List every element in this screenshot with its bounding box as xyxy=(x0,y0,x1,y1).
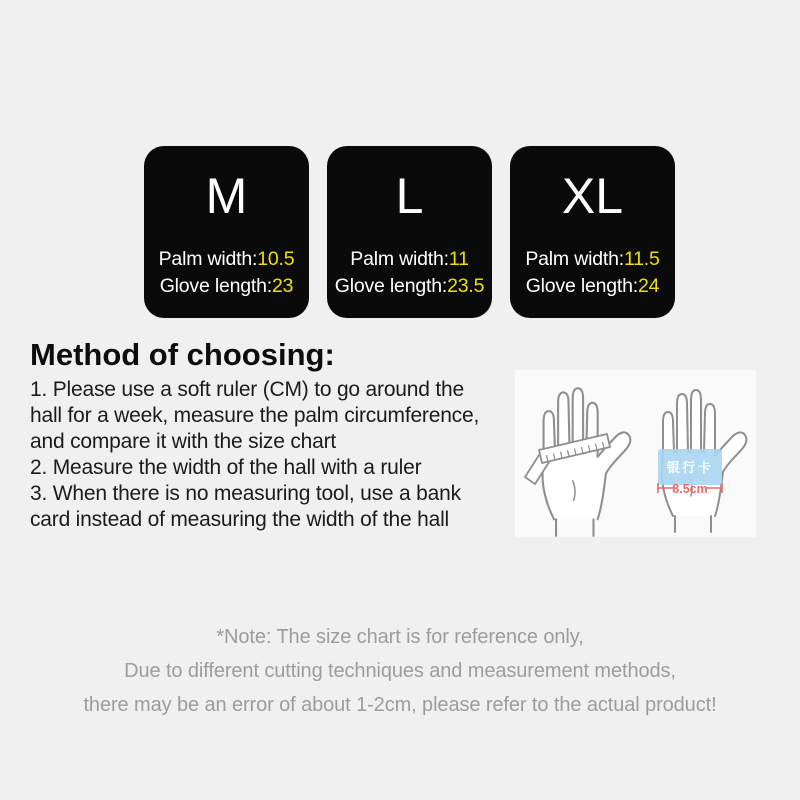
method-steps xyxy=(30,377,479,533)
step-line: hall for a week, measure the palm circumference, xyxy=(30,404,480,427)
size-letter: M xyxy=(205,168,248,224)
spec-value: 23.5 xyxy=(447,275,485,297)
spec-value: 11 xyxy=(448,248,469,270)
size-specs xyxy=(327,246,492,300)
size-card-xl xyxy=(510,146,675,318)
spec-line-glove-length xyxy=(510,273,675,300)
spec-line-palm-width xyxy=(510,246,675,273)
size-card-l xyxy=(327,146,492,318)
hands-diagram-icon xyxy=(515,370,756,537)
spec-label: Palm width: xyxy=(350,248,449,270)
spec-line-glove-length xyxy=(144,273,309,300)
note-line: *Note: The size chart is for reference only, xyxy=(216,626,584,648)
method-heading: Method of choosing: xyxy=(30,337,335,372)
spec-label: Palm width: xyxy=(525,248,624,270)
spec-label: Glove length: xyxy=(525,275,638,297)
size-letter: XL xyxy=(561,168,624,224)
spec-label: Glove length: xyxy=(159,275,272,297)
spec-line-glove-length xyxy=(327,273,492,300)
step-line: card instead of measuring the width of the hall xyxy=(30,508,450,531)
size-cards-row xyxy=(144,146,675,318)
hand-with-ruler-icon xyxy=(543,388,631,536)
bank-card-label: 银行卡 xyxy=(666,460,714,475)
step-line: 1. Please use a soft ruler (CM) to go around the xyxy=(30,378,464,401)
step-line: and compare it with the size chart xyxy=(30,430,337,453)
size-card-m xyxy=(144,146,309,318)
spec-value: 23 xyxy=(272,275,294,297)
note-line: Due to different cutting techniques and measurement methods, xyxy=(124,660,676,682)
step-line: 3. When there is no measuring tool, use a bank xyxy=(30,482,461,505)
spec-label: Glove length: xyxy=(334,275,448,297)
spec-line-palm-width xyxy=(144,246,309,273)
method-section xyxy=(30,336,479,533)
measure-value: 8.5cm xyxy=(672,482,708,496)
hand-measurement-illustration xyxy=(515,370,756,537)
size-specs xyxy=(510,246,675,300)
size-letter: L xyxy=(395,168,424,224)
spec-value: 10.5 xyxy=(257,248,295,270)
spec-line-palm-width xyxy=(327,246,492,273)
spec-value: 11.5 xyxy=(623,248,660,270)
reference-note xyxy=(0,620,800,722)
spec-value: 24 xyxy=(638,275,660,297)
note-line: there may be an error of about 1-2cm, please refer to the actual product! xyxy=(83,694,717,716)
step-line: 2. Measure the width of the hall with a ruler xyxy=(30,456,422,479)
spec-label: Palm width: xyxy=(158,248,258,270)
size-specs xyxy=(144,246,309,300)
